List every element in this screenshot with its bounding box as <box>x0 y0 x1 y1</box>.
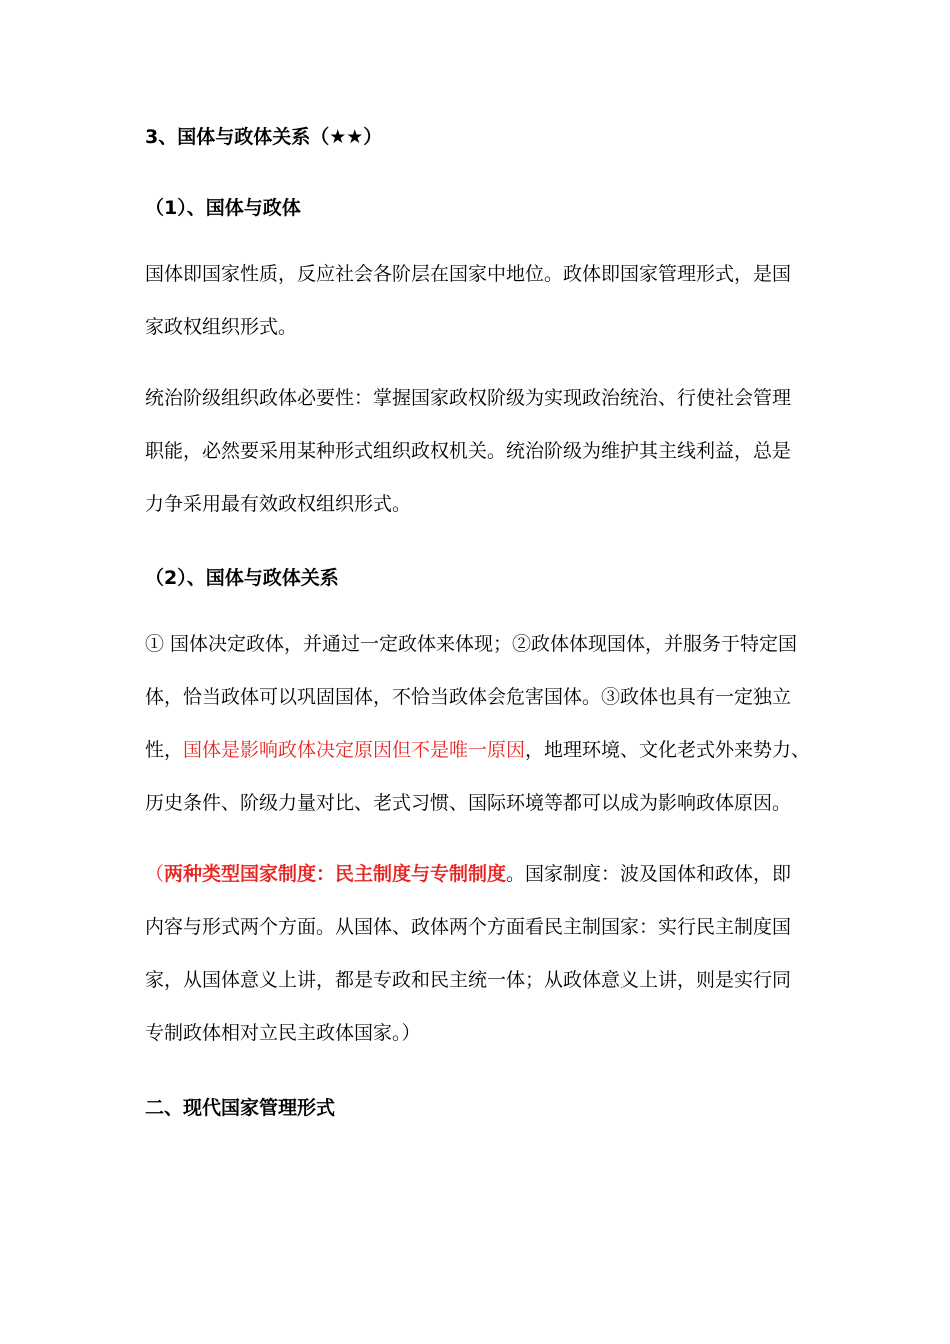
paragraph-line: ① 国体决定政体，并通过一定政体来体现；②政体体现国体，并服务于特定国 <box>145 633 798 655</box>
text-run: 。国家制度：波及国体和政体，即 <box>506 863 792 885</box>
text-run: ，地理环境、文化老式外来势力、 <box>525 739 811 761</box>
paragraph-line: 家，从国体意义上讲，都是专政和民主统一体；从政体意义上讲，则是实行同 <box>145 969 792 991</box>
red-bold-highlight-text: 两种类型国家制度：民主制度与专制制度 <box>164 863 507 885</box>
paragraph-line: 国体即国家性质，反应社会各阶层在国家中地位。政体即国家管理形式，是国 <box>145 263 792 285</box>
subsection-2-heading: （2）、国体与政体关系 <box>145 567 339 589</box>
paragraph-state-nature <box>145 248 810 354</box>
subsection-1-heading: （1）、国体与政体 <box>145 197 301 219</box>
paragraph-line: 体，恰当政体可以巩固国体，不恰当政体会危害国体。③政体也具有一定独立 <box>145 686 792 708</box>
paragraph-line: 力争采用最有效政权组织形式。 <box>145 493 412 515</box>
paragraph-line: 历史条件、阶级力量对比、老式习惯、国际环境等都可以成为影响政体原因。 <box>145 792 792 814</box>
paragraph-line <box>145 848 810 901</box>
paragraph-line: 家政权组织形式。 <box>145 316 298 338</box>
paragraph-ruling-class <box>145 372 810 531</box>
paragraph-line: 专制政体相对立民主政体国家。） <box>145 1022 421 1044</box>
paragraph-line <box>145 724 810 777</box>
paragraph-line: 内容与形式两个方面。从国体、政体两个方面看民主制国家：实行民主制度国 <box>145 916 792 938</box>
paragraph-note-state-systems <box>145 848 810 1060</box>
red-highlight-text: 国体是影响政体决定原因但不是唯一原因 <box>183 739 526 761</box>
text-run: 性， <box>145 739 184 761</box>
paragraph-relationship <box>145 618 810 830</box>
section-3-heading: 3、国体与政体关系（★★） <box>145 126 383 148</box>
paragraph-line: 职能，必然要采用某种形式组织政权机关。统治阶级为维护其主线利益，总是 <box>145 440 792 462</box>
section-2-heading: 二、现代国家管理形式 <box>145 1097 336 1119</box>
open-paren: （ <box>145 863 165 885</box>
paragraph-line: 统治阶级组织政体必要性：掌握国家政权阶级为实现政治统治、行使社会管理 <box>145 387 792 409</box>
